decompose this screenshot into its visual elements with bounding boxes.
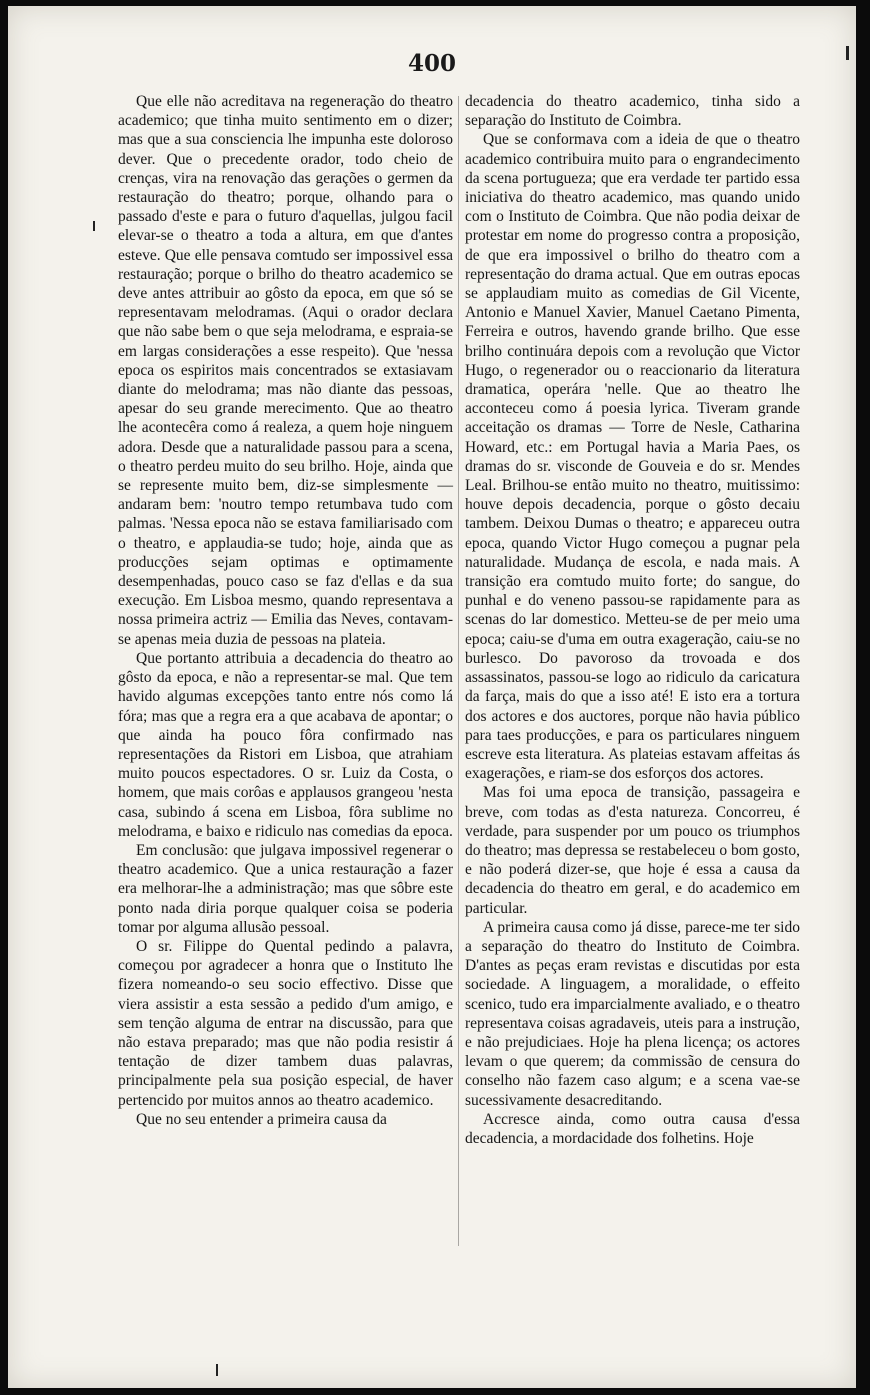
paragraph: decadencia do theatro academico, tinha sido a separação do Instituto de Coimbra. (465, 93, 800, 130)
paragraph: Em conclusão: que julgava impossivel regenerar o theatro academico. Que a unica restauração a fazer era melhorar-lhe a administração; mas que sôbre este ponto nada diria porque qualquer coisa se poderia tomar por alguma allusão pessoal. (118, 841, 453, 936)
paragraph: Mas foi uma epoca de transição, passageira e breve, com todas as d'esta natureza. Concorreu, é verdade, para suspender por um pouco os triumphos do theatro; mas depressa se restabeleceu o bom gosto, e não poderá dizer-se, que hoje é essa a causa da decadencia do theatro em geral, e do academico em particular. (465, 784, 800, 917)
right-column (453, 92, 800, 1148)
paragraph: Que no seu entender a primeira causa da (136, 1110, 387, 1128)
edge-mark (216, 1364, 218, 1376)
page-number: 400 (407, 50, 456, 77)
paragraph: A primeira causa como já disse, parece-me ter sido a separação do theatro do Instituto de Coimbra. D'antes as peças eram revistas e discutidas por esta sociedade. A linguagem, a moralidade, o effeito scenico, tudo era imparcialmente avaliado, e o theatro representava coisas agradaveis, uteis para a instrução, e não prejudiciaes. Hoje ha plena licença; os actores levam o que querem; da commissão de censura do conselho não fazem caso algum; e a scena vae-se sucessivamente desacreditando. (465, 918, 800, 1109)
edge-mark (93, 221, 95, 231)
edge-mark (846, 46, 849, 60)
paragraph: Que portanto attribuia a decadencia do theatro ao gôsto da epoca, e não a representar-se mal. Que tem havido algumas excepções tanto entre nós como lá fóra; mas que a regra era a que acabava de apontar; o que ainda ha pouco fôra confirmado nas representações da Ristori em Lisboa, que atrahiam muito poucos espectadores. O sr. Luiz da Costa, o homem, que mais corôas e applausos grangeou 'nesta casa, subindo á scena em Lisboa, fôra sublime no melodrama, e baixo e ridiculo nas comedias da epoca. (118, 649, 453, 840)
paragraph: Accresce ainda, como outra causa d'essa decadencia, a mordacidade dos folhetins. Hoje (465, 1110, 800, 1147)
paragraph: O sr. Filippe do Quental pedindo a palavra, começou por agradecer a honra que o Instituto lhe fizera nomeando-o seu socio effectivo. Disse que viera assistir a esta sessão a pedido d'um amigo, e sem tenção alguma de entrar na discussão, para que não estava preparado; mas que não podia resistir á tentação de dizer tambem duas palavras, principalmente pela sua posição especial, de haver pertencido por muitos annos ao theatro academico. (118, 937, 453, 1109)
paragraph: Que se conformava com a ideia de que o theatro academico contribuira muito para o engrandecimento da scena portugueza; que era verdade ter partido essa iniciativa do theatro academico, mas quando unido com o Instituto de Coimbra. Que não podia deixar de protestar em nome do progresso contra a proposição, de que era impossivel o brilho do theatro com a representação do drama actual. Que em outras epocas se applaudiam muito as comedias de Gil Vicente, Antonio e Manuel Xavier, Manuel Caetano Pimenta, Ferreira e outros, havendo grande brilho. Que esse brilho continuára depois com a revolução que Victor Hugo, o regenerador ou o reaccionario da literatura dramatica, operára 'nelle. Que ao theatro lhe acconteceu como á poesia lyrica. Tiveram grande acceitação os dramas — Torre de Nesle, Catharina Howard, etc.: em Portugal havia a Maria Paes, os dramas do sr. visconde de Gouveia e do sr. Mendes Leal. Brilhou-se então muito no theatro, muitissimo: houve depois decadencia, porque o gôsto decaiu tambem. Deixou Dumas o theatro; e appareceu outra epoca, quando Victor Hugo começou a pugnar pela naturalidade. Mudança de escola, e nada mais. A transição era comtudo muito forte; do sangue, do punhal e do veneno passou-se rapidamente para as scenas do lar domestico. Metteu-se de per meio uma epoca; caiu-se d'uma em outra exageração, caiu-se no burlesco. Do pavoroso da trovoada e dos assassinatos, passou-se logo ao ridiculo da caricatura da farça, mais do que a isso até! E isto era a tortura dos actores e dos auctores, porque não havia público para taes producções, e para os particulares ninguem escreve esta literatura. As plateias estavam affeitas ás exagerações, e riam-se dos esforços dos actores. (465, 131, 800, 783)
paragraph: Que elle não acreditava na regeneração do theatro academico; que tinha muito sentimento em o dizer; mas que a sua consciencia lhe impunha este doloroso dever. Que o precedente orador, todo cheio de crenças, vira na renovação das gerações o germen da restauração do theatro; porque, olhando para o passado d'este e para o futuro d'aquellas, julgou facil elevar-se o theatro a toda a altura, em que d'antes esteve. Que elle pensava comtudo ser impossivel essa restauração; porque o brilho do theatro academico se deve antes attribuir ao gôsto da epoca, em que só se representavam melodramas. (Aqui o orador declara que não sabe bem o que seja melodrama, e espraia-se em largas considerações a esse respeito). Que 'nessa epoca os espiritos mais concentrados se extasiavam diante do melodrama; mas não diante das pessoas, apesar do seu grande merecimento. Que ao theatro lhe acontecêra como á realeza, a quem hoje ninguem adora. Desde que a naturalidade passou para a scena, o theatro perdeu muito do seu brilho. Hoje, ainda que se represente muito bem, diz-se simplesmente — andaram bem: 'noutro tempo retumbava tudo com palmas. 'Nessa epoca não se estava familiarisado com o theatro, e applaudia-se tudo; hoje, ainda que as producções sejam optimas e optimamente desempenhadas, pouco caso se faz d'ellas e da sua execução. Em Lisboa mesmo, quando representava a nossa primeira actriz — Emilia das Neves, contavam-se apenas meia duzia de pessoas na plateia. (118, 93, 453, 648)
left-column (118, 92, 453, 1129)
newspaper-page (8, 6, 856, 1388)
